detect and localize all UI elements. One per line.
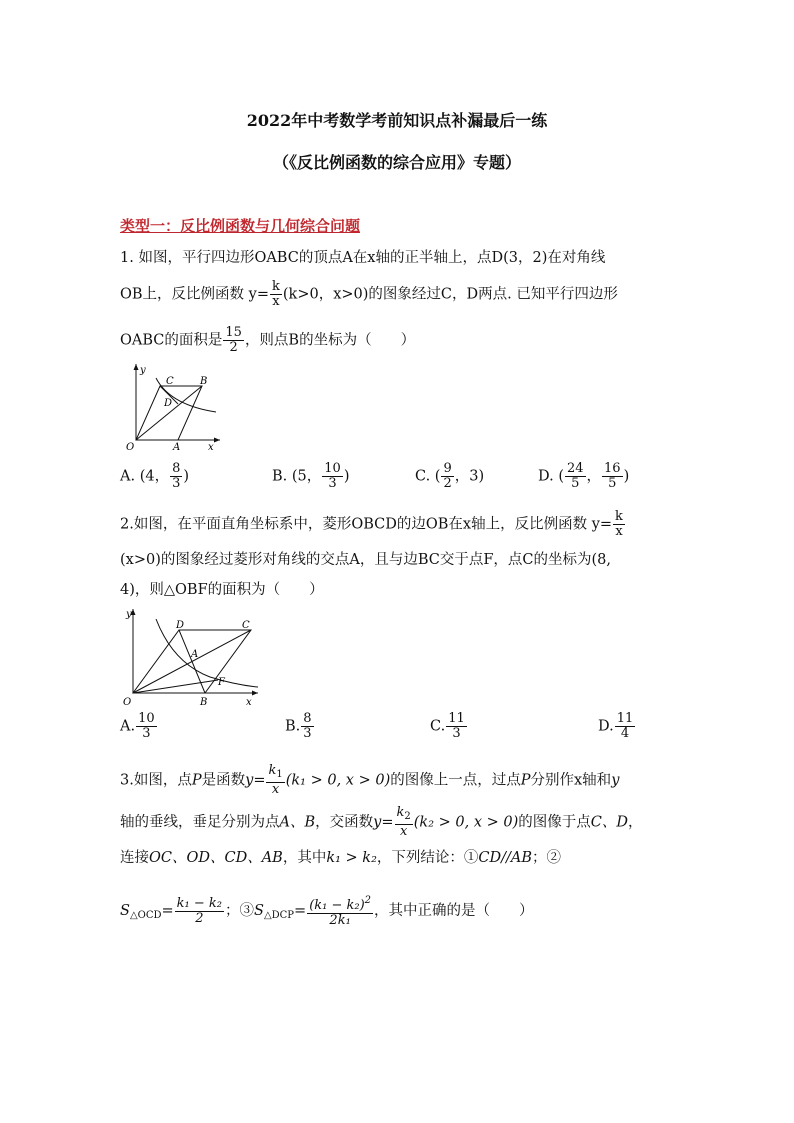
opt-b-pre: B. (5， [272,468,322,485]
q1-option-a[interactable] [120,462,189,491]
frac-num: k [272,279,280,294]
opt-b-pre: B. [285,718,301,735]
q3-eq2: = [381,814,394,831]
q3-l2e: C、D [590,814,628,831]
q3-s1-sub: △OCD [129,910,162,921]
opt-a-frac [170,462,182,491]
opt-a-frac [136,712,157,741]
label-y: y [140,365,146,376]
frac-num: 16 [604,461,621,476]
frac-num: k₁ − k₂ [176,895,222,911]
frac-num: k [615,509,623,524]
frac-den: 4 [620,726,630,741]
frac-den: 5 [608,476,617,491]
frac-num [266,764,284,783]
q3-eq3: = [161,903,174,919]
q1-option-d[interactable] [538,462,629,491]
frac-num-sup: 2 [364,895,372,906]
q3-l1b: 是函数 [201,772,246,789]
q3-line1 [120,764,619,797]
frac-den: 3 [142,726,151,741]
q1-option-b[interactable] [272,462,349,491]
frac-den: x [272,294,280,309]
q1-line2-a: OB上，反比例函数 y= [120,286,269,303]
y-axis-arrow [134,364,139,370]
frac-num [307,894,373,914]
q3-frac-area1 [175,897,224,926]
k-sub: 2 [404,811,411,822]
q3-l3d: k₁ > k₂ [326,850,377,866]
frac-den: 2k₁ [329,913,351,928]
opt-d-frac [615,712,636,741]
frac-num [395,806,413,825]
q2-line1 [120,510,626,539]
frac-num: 10 [324,461,341,476]
doc-subtitle: （《反比例函数的综合应用》专题） [272,153,521,172]
section-heading: 类型一：反比例函数与几何综合问题 [120,217,361,235]
x-axis-arrow [252,691,258,696]
label-o: O [123,697,132,708]
q3-eq: = [253,772,266,789]
frac-num: 15 [225,325,242,340]
q1-line1: 1. 如图，平行四边形OABC的顶点A在x轴的正半轴上，点D(3，2)在对角线 [120,250,606,266]
frac-den: 2 [443,476,452,491]
opt-c-post: ，3) [454,468,485,485]
q3-l2f: ， [628,814,643,831]
opt-c-pre: C. [430,718,446,735]
label-c: C [166,376,174,387]
frac-den: 3 [452,726,461,741]
q3-l3e: ，下列结论：① [376,850,479,866]
q1-option-c[interactable] [415,462,484,491]
frac-num: 9 [443,461,452,476]
q3-l3b: OC、OD、CD、AB [149,850,283,866]
opt-c-frac [446,712,467,741]
q3-frac-k2-x [395,806,413,839]
opt-d-pre: D. [598,718,614,735]
q3-l3f: CD//AB [478,850,533,866]
q1-frac-area [223,326,244,355]
k-sub: 1 [276,769,283,780]
q3-l1f: y [611,772,620,789]
frac-den: 5 [571,476,580,491]
opt-c-pre: C. ( [415,468,441,485]
q3-l2b: A、B [279,814,316,831]
label-x: x [208,442,214,450]
q3-l2d: 的图像于点 [518,814,591,831]
frac-num: 8 [172,461,181,476]
q2-figure [118,605,268,710]
q2-option-c[interactable] [430,712,468,741]
q3-l1c: 的图像上一点，过点 [390,772,521,789]
opt-a-post: ) [183,468,190,485]
k-sym: k [268,763,277,778]
opt-a-pre: A. [120,718,136,735]
label-c: C [242,620,250,631]
q3-l4c: ，其中正确的是（ ） [374,903,534,919]
frac-den: 3 [303,726,312,741]
label-a: A [173,442,181,450]
label-a: A [191,649,199,660]
q1-line2 [120,280,618,309]
opt-c-frac [441,462,453,491]
q2-option-b[interactable] [285,712,315,741]
q3-s2: S [254,903,264,919]
q1-figure [118,360,228,450]
q3-point-p: P [191,772,202,789]
label-d: D [176,620,185,631]
q2-line1-a: 2.如图，在平面直角坐标系中，菱形OBCD的边OB在x轴上，反比例函数 y= [120,516,613,533]
q3-cond1: (k₁ > 0, x > 0) [285,772,391,789]
q3-line3 [120,848,561,868]
q2-frac-k-x [613,510,625,539]
opt-a-pre: A. (4， [120,468,170,485]
opt-b-post: ) [343,468,350,485]
frac-den: 2 [229,340,238,355]
q3-line4 [120,894,534,928]
q2-option-d[interactable] [598,712,636,741]
opt-b-frac [322,462,343,491]
q3-y: y [245,772,254,789]
q3-eq4: = [294,903,307,919]
label-x: x [246,697,252,708]
q3-s1: S [120,903,130,919]
q3-l3a: 连接 [120,850,149,866]
q3-l3g: ；② [532,850,562,866]
opt-d-post: ) [623,468,630,485]
frac-den: 3 [328,476,337,491]
q2-line3: 4)，则△OBF的面积为（ ） [120,582,324,598]
frac-den: 3 [172,476,181,491]
q3-line2 [120,806,643,839]
q3-l1a: 3.如图，点 [120,772,192,789]
label-o: O [126,442,135,450]
q3-frac-k1-x [266,764,284,797]
q3-y2: y [373,814,382,831]
q3-l1e: x轴和 [574,772,612,789]
frac-num-base: (k₁ − k₂) [309,898,365,913]
q1-line3-b: ，则点B的坐标为（ ） [244,332,416,349]
frac-den: x [271,782,280,797]
opt-d-frac1 [565,462,586,491]
frac-num: 11 [448,711,465,726]
opt-d-pre: D. ( [538,468,564,485]
frac-num: 8 [303,711,312,726]
q3-frac-area2 [307,894,373,928]
frac-den: x [399,824,408,839]
q3-cond2: (k₂ > 0, x > 0) [413,814,519,831]
frac-num: 11 [616,711,634,726]
frac-den: 2 [195,910,204,926]
opt-d-mid: ， [586,468,602,485]
k-sym: k [396,805,405,820]
q3-l3c: ，其中 [282,850,327,866]
q3-l4b: ；③ [225,903,254,919]
label-b: B [200,376,208,387]
frac-num: 10 [138,711,155,726]
q3-point-p2: P [520,772,531,789]
q3-s2-sub: △DCP [263,910,295,921]
opt-b-frac [301,712,313,741]
q1-line2-b: (k>0，x>0)的图象经过C，D两点. 已知平行四边形 [282,286,618,303]
opt-d-frac2 [602,462,623,491]
q3-l2c: ，交函数 [315,814,374,831]
q2-line2: (x>0)的图象经过菱形对角线的交点A，且与边BC交于点F，点C的坐标为(8, [120,552,612,568]
label-f: F [218,677,225,688]
frac-den: x [615,524,623,539]
label-b: B [200,697,208,708]
q3-l1d: 分别作 [530,772,574,789]
q3-l2a: 轴的垂线，垂足分别为点 [120,814,280,831]
q1-frac-k-x [270,280,282,309]
frac-num: 24 [566,461,584,476]
x-axis-arrow [214,438,220,443]
label-y: y [126,609,132,620]
q1-line3-a: OABC的面积是 [120,332,223,349]
doc-title: 2022年中考数学考前知识点补漏最后一练 [246,111,548,130]
q1-line3 [120,326,415,355]
label-d: D [164,398,173,409]
q2-option-a[interactable] [120,712,158,741]
